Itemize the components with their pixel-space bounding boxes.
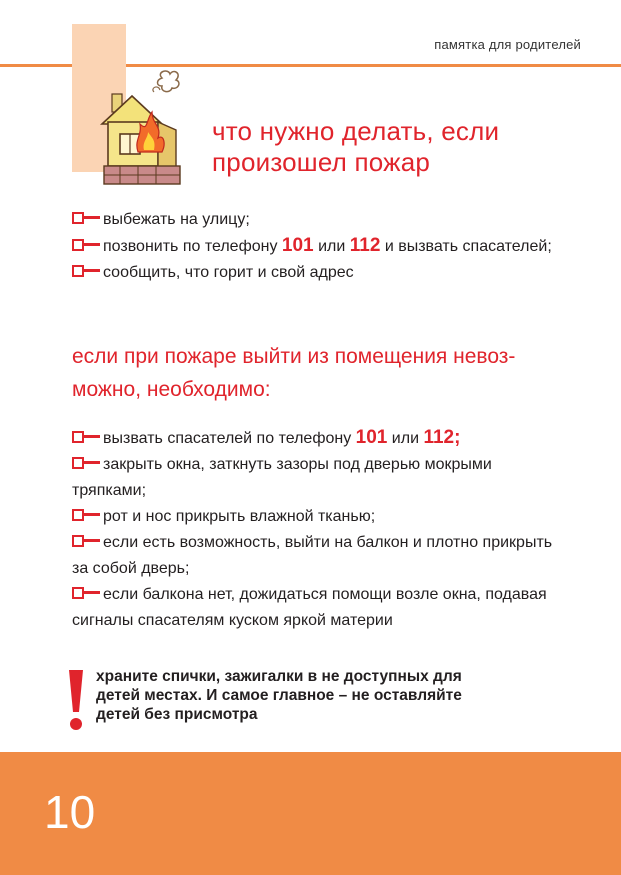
square-dash-bullet-icon xyxy=(72,457,100,469)
list-item-text: вызвать спасателей по телефону xyxy=(103,430,356,447)
square-dash-bullet-icon xyxy=(72,431,100,443)
square-dash-bullet-icon xyxy=(72,587,100,599)
trapped-actions-list xyxy=(72,425,562,634)
square-dash-bullet-icon xyxy=(72,509,100,521)
phone-number: 101 xyxy=(355,427,388,448)
warning-note xyxy=(96,667,556,724)
list-item-text: если есть возможность, выйти на балкон и плотно прикрыть за собой дверь; xyxy=(72,534,553,577)
square-dash-bullet-icon xyxy=(72,212,100,224)
list-item xyxy=(72,207,562,233)
list-item xyxy=(72,504,562,530)
list-item xyxy=(72,582,562,634)
list-item-text: рот и нос прикрыть влажной тканью; xyxy=(103,508,376,525)
square-dash-bullet-icon xyxy=(72,265,100,277)
header-label: памятка для родителей xyxy=(434,37,581,52)
list-item xyxy=(72,530,562,582)
warning-line-2: детей местах. И самое главное – не оставляйте xyxy=(96,687,462,704)
section-subtitle xyxy=(72,340,562,406)
subtitle-line-2: можно, необходимо: xyxy=(72,378,271,401)
list-item-text: выбежать на улицу; xyxy=(103,211,250,228)
list-item xyxy=(72,233,562,260)
page-title xyxy=(212,116,572,178)
list-item-text: сообщить, что горит и свой адрес xyxy=(103,264,354,281)
warning-line-1: храните спички, зажигалки в не доступных для xyxy=(96,668,462,685)
warning-line-3: детей без присмотра xyxy=(96,706,258,723)
list-item-text: и вызвать спасателей; xyxy=(380,238,552,255)
phone-number: 112 xyxy=(349,235,381,256)
list-item-text: позвонить по телефону xyxy=(103,238,282,255)
title-line-2: произошел пожар xyxy=(212,147,431,177)
list-item xyxy=(72,425,562,452)
exclamation-icon xyxy=(66,668,86,732)
burning-house-icon xyxy=(90,66,190,196)
list-item-text: если балкона нет, дожидаться помощи возле окна, подавая сигналы спасателям куском яркой материи xyxy=(72,586,547,629)
title-line-1: что нужно делать, если xyxy=(212,116,500,146)
page-number: 10 xyxy=(44,786,96,838)
square-dash-bullet-icon xyxy=(72,239,100,251)
subtitle-line-1: если при пожаре выйти из помещения невоз- xyxy=(72,345,516,368)
fire-actions-list xyxy=(72,207,562,286)
list-item xyxy=(72,452,562,504)
phone-number: 112; xyxy=(423,427,461,448)
list-item-text: или xyxy=(313,238,350,255)
phone-number: 101 xyxy=(281,235,314,256)
list-item xyxy=(72,260,562,286)
list-item-text: или xyxy=(387,430,424,447)
list-item-text: закрыть окна, заткнуть зазоры под дверью мокрыми тряпками; xyxy=(72,456,492,499)
square-dash-bullet-icon xyxy=(72,535,100,547)
